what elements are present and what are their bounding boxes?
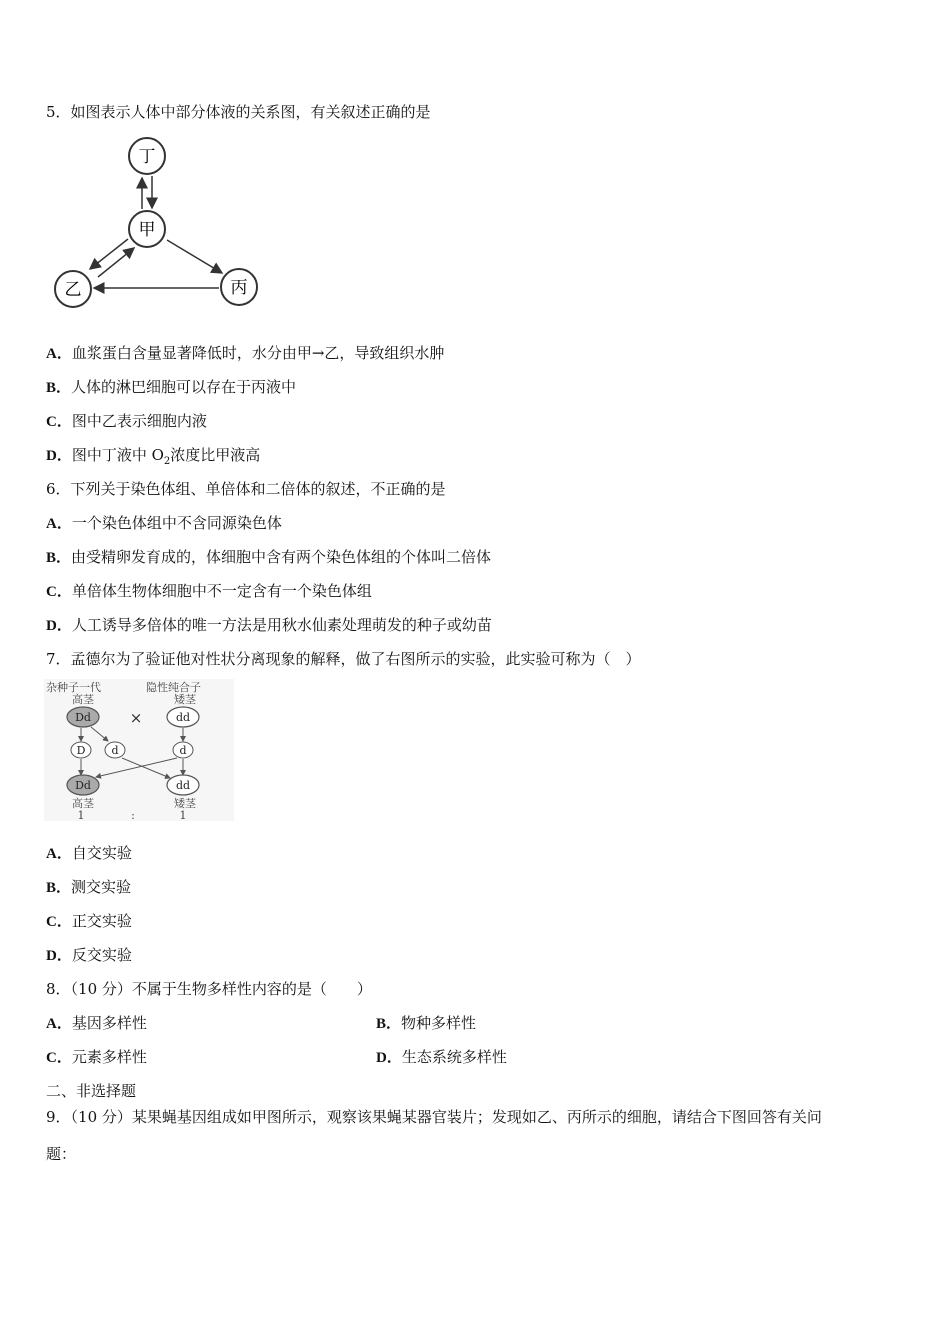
q6-option-b[interactable]: B．由受精卵发育成的，体细胞中含有两个染色体组的个体叫二倍体	[46, 548, 492, 566]
q6-stem: 6．下列关于染色体组、单倍体和二倍体的叙述，不正确的是	[46, 480, 446, 498]
gamete-d-right	[173, 742, 193, 758]
ratio-sep: :	[131, 809, 135, 821]
q5-option-b[interactable]: B．人体的淋巴细胞可以存在于丙液中	[46, 378, 297, 396]
q8-option-c[interactable]: C．元素多样性	[46, 1048, 147, 1066]
node-yi	[55, 271, 91, 307]
q8-option-b[interactable]: B．物种多样性	[376, 1014, 477, 1032]
parent-Dd	[67, 707, 99, 727]
svg-text:d: d	[111, 744, 119, 757]
q6-option-c[interactable]: C．单倍体生物体细胞中不一定含有一个染色体组	[46, 582, 372, 600]
label-short-top: 矮茎	[174, 693, 196, 706]
arrow-yi-to-jia	[98, 248, 134, 277]
svg-text:dd: dd	[175, 779, 191, 792]
q9-stem-line1: 9．（10 分）某果蝇基因组成如甲图所示，观察该果蝇某器官装片；发现如乙、丙所示的细胞，请结合下图回答有关问	[46, 1108, 822, 1126]
q8-option-a[interactable]: A．基因多样性	[46, 1014, 147, 1032]
q5-body-fluid-diagram	[46, 132, 266, 312]
q6-option-d[interactable]: D．人工诱导多倍体的唯一方法是用秋水仙素处理萌发的种子或幼苗	[46, 616, 492, 634]
q7-stem: 7．孟德尔为了验证他对性状分离现象的解释，做了右图所示的实验，此实验可称为（ ）	[46, 650, 641, 668]
label-tall-top: 高茎	[72, 693, 94, 706]
parent-dd	[167, 707, 199, 727]
cross-symbol: ×	[129, 709, 143, 727]
svg-text:丁: 丁	[138, 147, 156, 167]
q8-stem: 8．（10 分）不属于生物多样性内容的是（ ）	[46, 980, 372, 998]
q7-option-b[interactable]: B．测交实验	[46, 878, 132, 896]
ratio-right: 1	[179, 809, 187, 821]
section-title: 二、非选择题	[46, 1082, 137, 1100]
svg-text:丙: 丙	[230, 278, 248, 298]
svg-text:甲: 甲	[138, 220, 156, 240]
q6-option-a[interactable]: A．一个染色体组中不含同源染色体	[46, 514, 282, 532]
offspring-Dd	[67, 775, 99, 795]
arrow-jia-to-yi	[90, 239, 128, 269]
q7-option-d[interactable]: D．反交实验	[46, 946, 132, 964]
q9-stem-line2: 题：	[46, 1145, 77, 1163]
node-ding	[129, 138, 165, 174]
svg-text:乙: 乙	[64, 280, 82, 300]
q8-option-d[interactable]: D．生态系统多样性	[376, 1048, 507, 1066]
svg-text:D: D	[76, 744, 86, 757]
q5-stem: 5．如图表示人体中部分体液的关系图，有关叙述正确的是	[46, 103, 431, 121]
label-left-title: 杂种子一代	[46, 681, 101, 694]
gamete-D	[71, 742, 91, 758]
ratio-left: 1	[77, 809, 85, 821]
gamete-d-left	[105, 742, 125, 758]
q5-option-d[interactable]: D．图中丁液中 $O_2$浓度比甲液高	[46, 446, 261, 467]
node-jia	[129, 211, 165, 247]
label-right-title: 隐性纯合子	[146, 681, 201, 694]
q5-option-c[interactable]: C．图中乙表示细胞内液	[46, 412, 207, 430]
svg-text:dd: dd	[175, 711, 191, 724]
label-tall-bottom: 高茎	[72, 797, 94, 810]
label-short-bottom: 矮茎	[174, 797, 196, 810]
offspring-dd	[167, 775, 199, 795]
svg-text:d: d	[179, 744, 187, 757]
q7-option-c[interactable]: C．正交实验	[46, 912, 132, 930]
node-bing	[221, 269, 257, 305]
q7-option-a[interactable]: A．自交实验	[46, 844, 132, 862]
svg-text:Dd: Dd	[75, 711, 91, 724]
svg-text:Dd: Dd	[75, 779, 91, 792]
q7-testcross-diagram	[44, 679, 234, 821]
arrow-jia-to-bing	[167, 240, 222, 273]
q5-option-a[interactable]: A．血浆蛋白含量显著降低时，水分由甲→乙，导致组织水肿	[46, 344, 445, 362]
